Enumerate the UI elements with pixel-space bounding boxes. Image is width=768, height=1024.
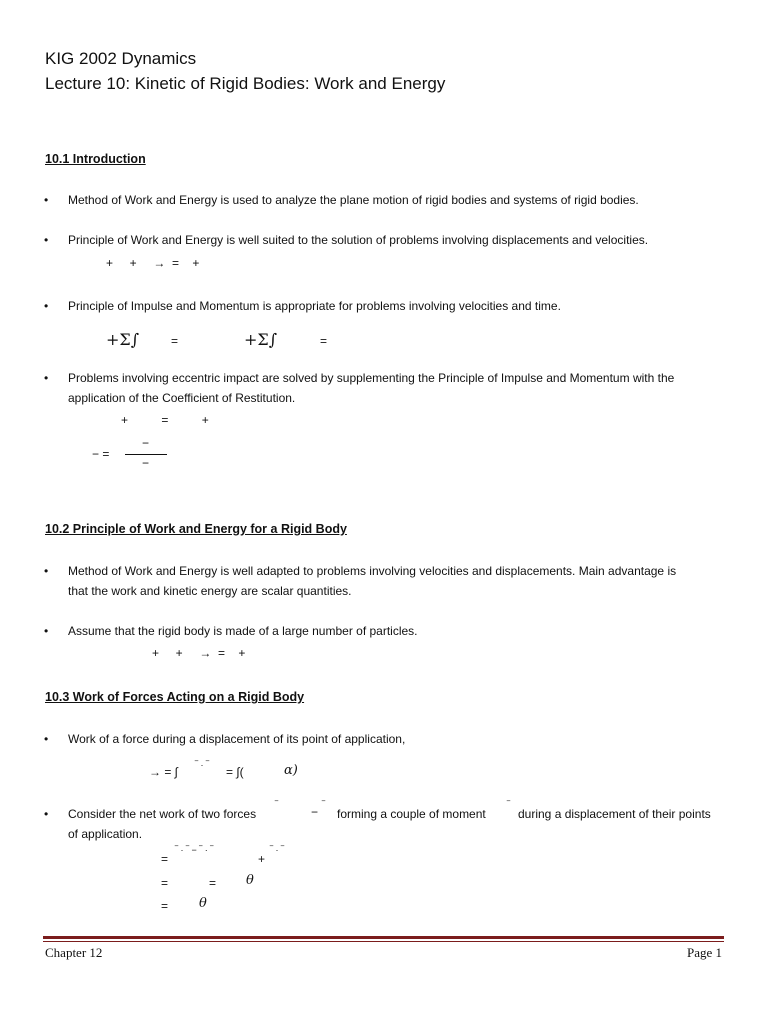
equation-couple-2: = — [161, 876, 169, 890]
equation-couple-3: = — [161, 899, 169, 913]
equation-couple-1: = — [161, 852, 169, 866]
lecture-title: Lecture 10: Kinetic of Rigid Bodies: Work and Energy — [45, 74, 446, 93]
equals-sign: = — [209, 876, 217, 890]
section-heading-10-3: 10.3 Work of Forces Acting on a Rigid Body — [45, 690, 305, 704]
equation-impulse-angular: +Σ∫ — [244, 330, 278, 349]
equation-momentum: + = + — [121, 413, 209, 427]
paragraph: Assume that the rigid body is made of a large number of particles. — [68, 624, 418, 638]
bullet: • — [44, 807, 49, 821]
bullet: • — [44, 193, 49, 207]
paragraph: Method of Work and Energy is well adapted to problems involving velocities and displacements. Main advantage is — [68, 564, 677, 578]
paragraph: Method of Work and Energy is used to analyze the plane motion of rigid bodies and systems of rigid bodies. — [68, 193, 639, 207]
theta-symbol: θ — [199, 896, 207, 911]
vector-bar: ‾ — [322, 800, 325, 810]
paragraph: Work of a force during a displacement of its point of application, — [68, 732, 406, 746]
equation-impulse-linear: +Σ∫ — [106, 330, 140, 349]
equation-work-energy-rigid: + + → = + — [152, 646, 246, 660]
paragraph: that the work and kinetic energy are scalar quantities. — [68, 584, 352, 598]
bullet: • — [44, 732, 49, 746]
theta-symbol: θ — [246, 873, 254, 888]
bullet: • — [44, 624, 49, 638]
course-title: KIG 2002 Dynamics — [45, 49, 197, 68]
paragraph: Principle of Work and Energy is well suited to the solution of problems involving displacements and velocities. — [68, 233, 649, 247]
footer-rule-thin — [43, 941, 724, 942]
vector-bar: ‾ · ‾ — [195, 760, 209, 770]
fraction-numerator: − — [142, 436, 150, 450]
bullet: • — [44, 299, 49, 313]
paragraph: Principle of Impulse and Momentum is appropriate for problems involving velocities and time. — [68, 299, 561, 313]
vector-bar: ‾ — [507, 800, 510, 810]
paragraph: during a displacement of their points — [518, 807, 711, 821]
equation-restitution: − = — [92, 447, 110, 461]
bullet: • — [44, 371, 49, 385]
vector-bar: ‾ · ‾ − ‾ · ‾ — [175, 845, 214, 855]
section-heading-10-2: 10.2 Principle of Work and Energy for a Rigid Body — [45, 522, 347, 536]
equals-sign: = — [320, 334, 328, 348]
fraction-denominator: − — [142, 456, 150, 470]
equation-alpha: α) — [284, 763, 298, 778]
equation-work-integral-2: = ∫( — [226, 765, 244, 779]
vector-bar: ‾ — [275, 800, 278, 810]
footer-page-number: Page 1 — [686, 945, 722, 960]
footer-chapter: Chapter 12 — [45, 945, 103, 960]
plus-sign: + — [258, 852, 266, 866]
equation-work-energy: + + → = + — [106, 256, 200, 270]
bullet: • — [44, 564, 49, 578]
minus-sign: − — [311, 805, 319, 819]
equals-sign: = — [171, 334, 179, 348]
bullet: • — [44, 233, 49, 247]
paragraph: of application. — [68, 827, 143, 841]
equation-work-integral: → = ∫ — [149, 765, 178, 779]
paragraph: forming a couple of moment — [337, 807, 486, 821]
vector-bar: ‾ · ‾ — [270, 845, 284, 855]
paragraph: Consider the net work of two forces — [68, 807, 257, 821]
paragraph: application of the Coefficient of Restitution. — [68, 391, 296, 405]
paragraph: Problems involving eccentric impact are solved by supplementing the Principle of Impulse and Momentum with the — [68, 371, 675, 385]
section-heading-10-1: 10.1 Introduction — [45, 152, 146, 166]
fraction-bar — [125, 454, 167, 455]
footer-rule — [43, 936, 724, 939]
